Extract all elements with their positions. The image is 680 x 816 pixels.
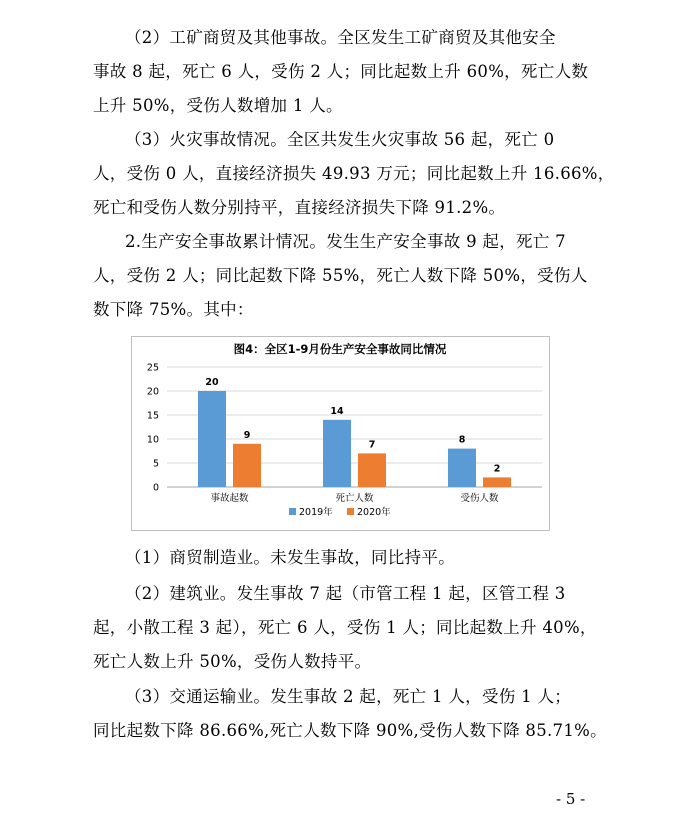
bar [358,453,386,487]
paragraph-commerce-manufacturing [93,541,603,575]
data-label: 8 [458,434,466,446]
legend-swatch [289,508,296,515]
text-line: 人，受伤 2 人；同比起数下降 55%，死亡人数下降 50%，受伤人 [93,266,588,285]
paragraph-construction [93,577,603,679]
y-tick-label: 10 [146,434,159,446]
bar [483,477,511,487]
text-line: （1）商贸制造业。未发生事故，同比持平。 [125,548,455,567]
bar [448,449,476,487]
text-line: 2.生产安全事故累计情况。发生生产安全事故 9 起，死亡 7 [125,232,566,251]
y-tick-label: 5 [152,458,159,470]
x-tick-label: 受伤人数 [460,493,499,504]
text-line: 死亡人数上升 50%，受伤人数持平。 [93,652,372,671]
text-line: （3）交通运输业。发生事故 2 起，死亡 1 人，受伤 1 人； [125,687,572,706]
chart-title: 图4：全区1-9月份生产安全事故同比情况 [233,342,447,356]
y-tick-label: 20 [146,386,159,398]
text-line: （2）建筑业。发生事故 7 起（市管工程 1 起，区管工程 3 [125,584,566,603]
legend-swatch [347,508,354,515]
data-label: 2 [493,463,501,475]
bar [323,420,351,487]
paragraph-cumulative-accidents [93,225,603,327]
data-label: 20 [205,377,219,388]
x-tick-label: 事故起数 [210,493,249,504]
text-line: 人，受伤 0 人，直接经济损失 49.93 万元；同比起数上升 16.66%， [93,164,615,183]
data-label: 7 [368,439,376,451]
y-tick-label: 25 [146,362,159,374]
data-label: 9 [243,429,251,441]
paragraph-transport [93,680,607,748]
paragraph-industrial-commercial [93,21,603,123]
text-line: （2）工矿商贸及其他事故。全区发生工矿商贸及其他安全 [125,28,556,47]
x-tick-label: 死亡人数 [335,493,374,504]
bar [233,444,261,487]
y-tick-label: 0 [152,482,159,494]
paragraph-fire-accidents [93,123,615,225]
legend-label: 2020年 [357,507,391,518]
text-line: 事故 8 起，死亡 6 人，受伤 2 人；同比起数上升 60%，死亡人数 [93,62,589,81]
y-tick-label: 15 [146,410,159,422]
text-line: 死亡和受伤人数分别持平，直接经济损失下降 91.2%。 [93,198,506,217]
text-line: 起，小散工程 3 起），死亡 6 人，受伤 1 人；同比起数上升 40%， [93,618,597,637]
data-label: 14 [330,405,344,417]
legend [289,506,391,518]
bar [198,391,226,487]
bar-chart [132,337,549,530]
chart-figure-4 [131,336,550,531]
text-line: 上升 50%，受伤人数增加 1 人。 [93,96,343,115]
text-line: （3）火灾事故情况。全区共发生火灾事故 56 起，死亡 0 [125,130,555,149]
legend-label: 2019年 [299,507,333,518]
page-number: - 5 - [556,790,586,808]
text-line: 数下降 75%。其中： [93,300,254,319]
text-line: 同比起数下降 86.66%,死亡人数下降 90%,受伤人数下降 85.71%。 [93,721,607,740]
